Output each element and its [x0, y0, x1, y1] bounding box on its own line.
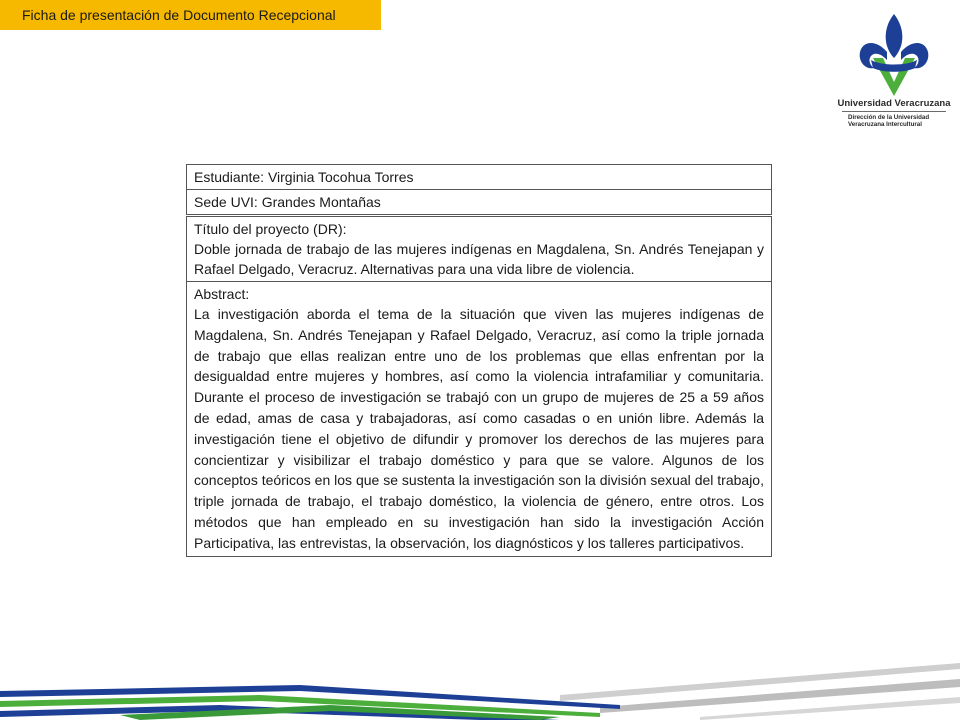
abstract-row — [187, 281, 771, 556]
header-bar — [0, 0, 381, 30]
logo-subtitle-1: Dirección de la Universidad — [848, 114, 930, 121]
page-title: Ficha de presentación de Documento Recepcional — [22, 7, 336, 23]
logo-divider — [842, 111, 946, 112]
site-label: Sede UVI: Grandes Montañas — [194, 194, 381, 210]
project-title-label: Título del proyecto (DR): — [194, 221, 347, 237]
site-row — [187, 189, 771, 214]
project-title-text: Doble jornada de trabajo de las mujeres indígenas en Magdalena, Sn. Andrés Tenejapan y Rafael Delgado, Veracruz. Alternativas para una vida libre de violencia. — [194, 241, 764, 277]
project-title-row — [187, 217, 771, 281]
footer-stripes — [0, 655, 960, 720]
student-row — [187, 165, 771, 189]
university-name: Universidad Veracruzana — [837, 98, 951, 109]
abstract-text: La investigación aborda el tema de la situación que viven las mujeres indígenas de Magdalena, Sn. Andrés Tenejapan y Rafael Delgado, Veracruz, así como la triple jornada de trabajo que ellas realizan entre uno de los problemas que ellas enfrentan por la desigualdad entre mujeres y hombres, así como la violencia intrafamiliar y comunitaria. Durante el proceso de investigación se trabajó con un grupo de mujeres de 25 a 59 años de edad, amas de casa y trabajadoras, así como casadas o en unión libre. Además la investigación tiene el objetivo de difundir y promover los derechos de las mujeres para concientizar y visibilizar el trabajo doméstico y para que se valore. Algunos de los conceptos teóricos en los que se sustenta la investigación son la división sexual del trabajo, triple jornada de trabajo, el trabajo doméstico, la violencia de género, entre otros. Los métodos que han empleado en su investigación han sido la investigación Acción Participativa, las entrevistas, la observación, los diagnósticos y los talleres participativos. — [194, 306, 764, 551]
fleur-de-lis-icon — [857, 12, 931, 96]
logo-subtitle-2: Veracruzana Intercultural — [848, 121, 922, 128]
student-info-table — [186, 164, 772, 215]
abstract-label: Abstract: — [194, 286, 250, 302]
university-logo — [836, 12, 952, 130]
project-info-table — [186, 216, 772, 557]
student-label: Estudiante: Virginia Tocohua Torres — [194, 169, 414, 185]
